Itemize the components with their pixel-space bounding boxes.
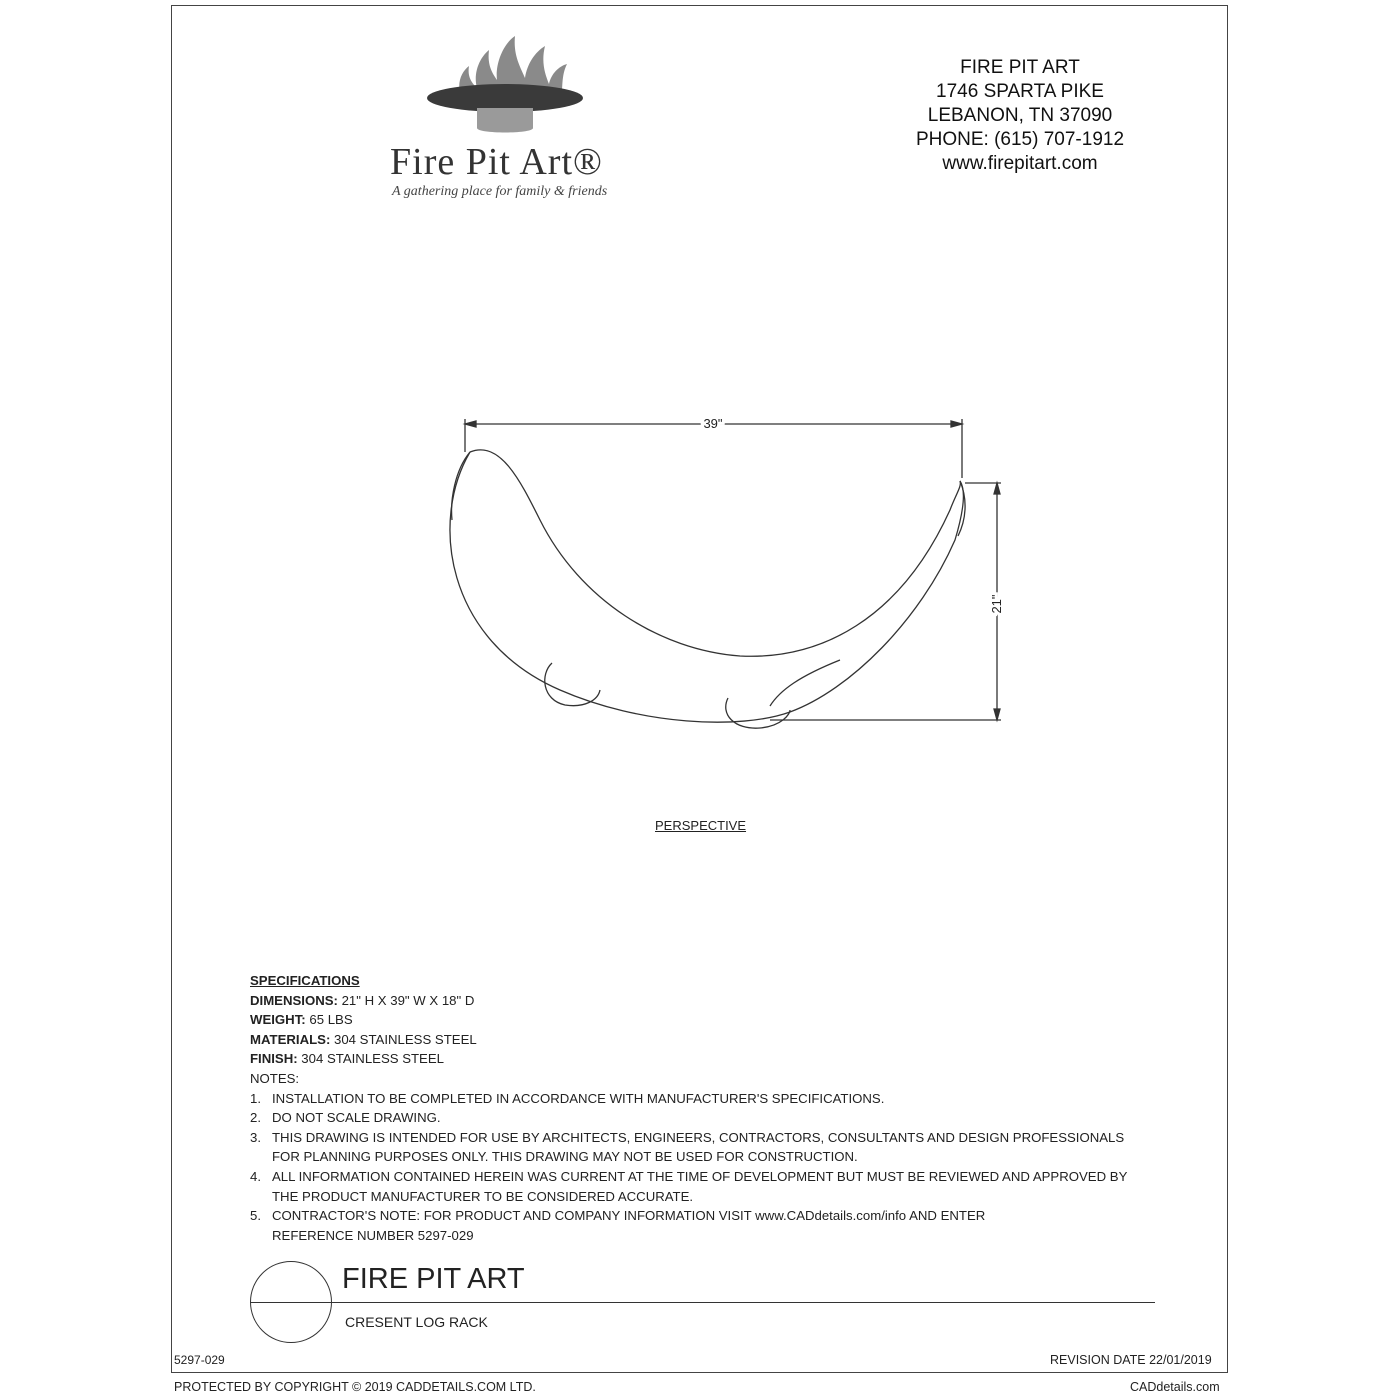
caddetails-link[interactable]: CADdetails.com xyxy=(1130,1380,1220,1394)
company-name: FIRE PIT ART xyxy=(960,57,1080,78)
width-dimension-label: 39" xyxy=(703,416,723,431)
specifications-heading: SPECIFICATIONS xyxy=(250,973,360,988)
crescent-inner-edge xyxy=(470,450,960,656)
spec-value: 304 STAINLESS STEEL xyxy=(334,1031,477,1047)
city-state-zip: LEBANON, TN 37090 xyxy=(927,105,1113,126)
spec-value: 21" H X 39" W X 18" D xyxy=(341,992,475,1008)
view-label: PERSPECTIVE xyxy=(655,818,747,833)
title-block-subtitle: CRESENT LOG RACK xyxy=(345,1314,488,1330)
note-number: 2. xyxy=(250,1110,261,1126)
width-arrow-right xyxy=(951,421,962,427)
height-dimension-label: 21" xyxy=(989,594,1004,614)
spec-label: DIMENSIONS: xyxy=(250,992,338,1008)
note-item xyxy=(250,1167,1150,1206)
website-link[interactable]: www.firepitart.com xyxy=(942,153,1098,174)
spec-materials xyxy=(250,1030,1150,1050)
height-arrow-bottom xyxy=(994,709,1000,720)
spec-value: 65 LBS xyxy=(309,1012,353,1028)
spec-dimensions xyxy=(250,991,1150,1011)
note-text: INSTALLATION TO BE COMPLETED IN ACCORDANCE WITH MANUFACTURER'S SPECIFICATIONS. xyxy=(272,1090,885,1106)
crescent-outer-edge xyxy=(450,452,963,722)
phone-number: PHONE: (615) 707-1912 xyxy=(915,129,1125,150)
width-arrow-left xyxy=(465,421,476,427)
title-block-divider xyxy=(250,1302,1155,1303)
leg-right xyxy=(726,698,790,728)
logo-tagline: A gathering place for family & friends xyxy=(392,184,608,199)
note-item xyxy=(250,1128,1150,1167)
reference-number: 5297-029 xyxy=(174,1353,225,1367)
note-number: 3. xyxy=(250,1129,261,1145)
crescent-lip-left xyxy=(452,452,470,520)
leg-left xyxy=(545,663,600,706)
height-arrow-top xyxy=(994,483,1000,494)
logo-wordmark: Fire Pit Art® xyxy=(390,141,603,183)
note-text: ALL INFORMATION CONTAINED HEREIN WAS CURRENT AT THE TIME OF DEVELOPMENT BUT MUST BE REVIEWED AND APPROVED BY THE PRODUCT MANUFACTURER TO BE CONSIDERED ACCURATE. xyxy=(272,1168,1128,1204)
spec-finish xyxy=(250,1049,1150,1069)
spec-label: FINISH: xyxy=(250,1051,298,1067)
title-block-title: FIRE PIT ART xyxy=(342,1263,525,1295)
revision-date: REVISION DATE 22/01/2019 xyxy=(1050,1353,1212,1367)
notes-heading: NOTES: xyxy=(250,1070,300,1086)
note-item xyxy=(250,1089,1150,1109)
spec-value: 304 STAINLESS STEEL xyxy=(301,1051,444,1067)
copyright-notice: PROTECTED BY COPYRIGHT © 2019 CADDETAILS.COM LTD. xyxy=(174,1380,536,1394)
spec-label: WEIGHT: xyxy=(250,1012,306,1028)
leg-right-inner xyxy=(770,660,840,706)
note-text: THIS DRAWING IS INTENDED FOR USE BY ARCHITECTS, ENGINEERS, CONTRACTORS, CONSULTANTS AND DESIGN PROFESSIONALS FOR PLANNING PURPOSES ONLY. THIS DRAWING MAY NOT BE USED FOR CONSTRUCTION. xyxy=(272,1129,1125,1165)
spec-weight xyxy=(250,1010,1150,1030)
specifications-block xyxy=(250,971,1150,1245)
note-text: CONTRACTOR'S NOTE: FOR PRODUCT AND COMPANY INFORMATION VISIT www.CADdetails.com/info AND ENTER REFERENCE NUMBER 5297-029 xyxy=(272,1208,986,1243)
note-item xyxy=(250,1108,1150,1128)
note-number: 5. xyxy=(250,1208,261,1224)
note-item xyxy=(250,1206,1150,1245)
street-address: 1746 SPARTA PIKE xyxy=(936,81,1104,102)
note-number: 1. xyxy=(250,1090,261,1106)
spec-label: MATERIALS: xyxy=(250,1031,331,1047)
note-number: 4. xyxy=(250,1168,261,1184)
note-text: DO NOT SCALE DRAWING. xyxy=(272,1110,441,1126)
